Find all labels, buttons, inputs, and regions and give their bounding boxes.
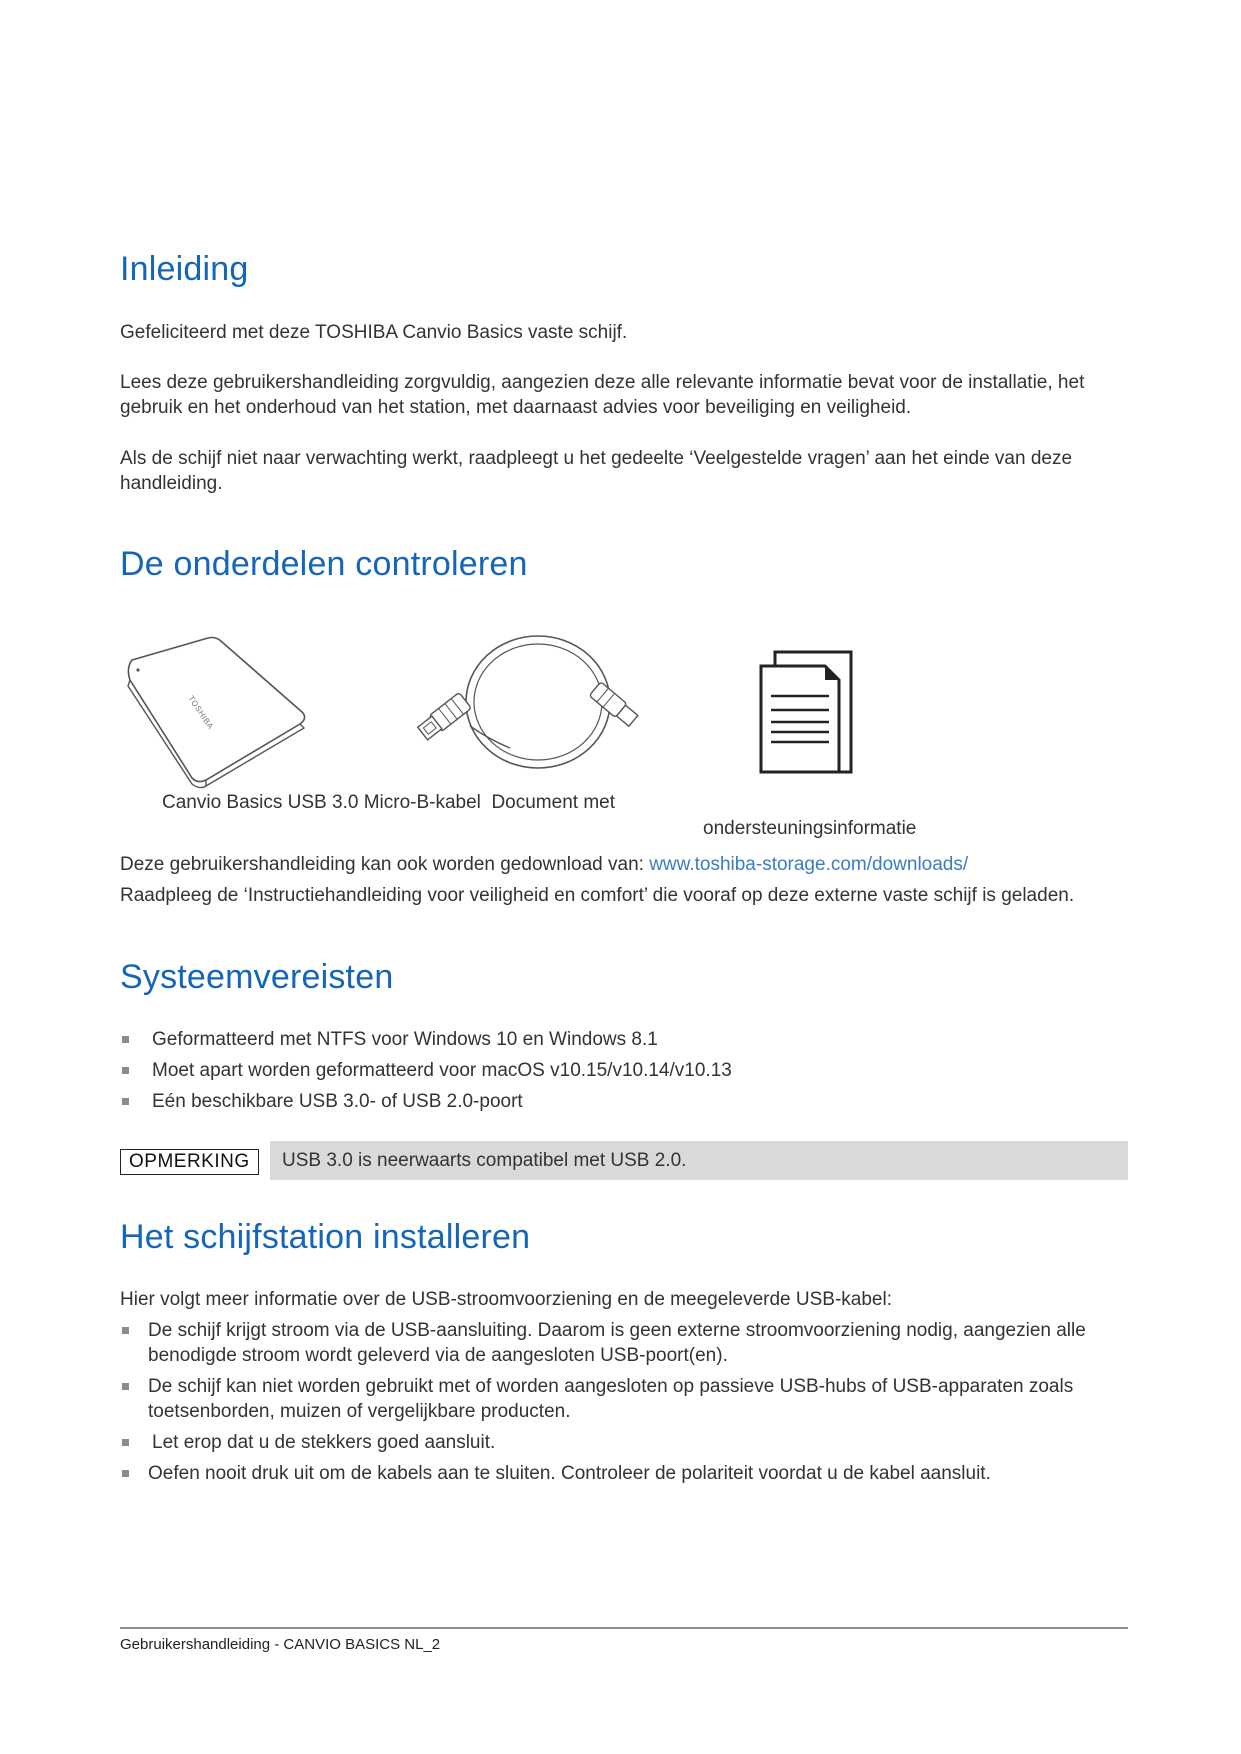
intro-paragraph-1: Gefeliciteerd met deze TOSHIBA Canvio Basics vaste schijf. <box>120 322 628 343</box>
intro-paragraph-2: Lees deze gebruikershandleiding zorgvuldig, aangezien deze alle relevante informatie bevat voor de installatie, het gebruik en het onderhoud van het station, met daarnaast advies voor beveiliging en veiligheid. <box>120 372 1085 418</box>
bullet-icon <box>122 1098 129 1105</box>
parts-heading: De onderdelen controleren <box>120 545 528 583</box>
parts-caption-line-1: Canvio Basics USB 3.0 Micro-B-kabel Document met <box>162 792 615 813</box>
requirements-heading: Systeemvereisten <box>120 958 394 996</box>
list-item: Let erop dat u de stekkers goed aansluit. <box>120 1430 1105 1455</box>
download-link[interactable]: www.toshiba-storage.com/downloads/ <box>649 854 969 875</box>
download-text: Deze gebruikershandleiding kan ook worden gedownload van: <box>120 854 650 875</box>
hard-drive-illustration <box>120 630 320 790</box>
footer-divider <box>120 1627 1128 1629</box>
intro-heading: Inleiding <box>120 250 249 288</box>
footer-text: Gebruikershandleiding - CANVIO BASICS NL_2 <box>120 1636 441 1653</box>
install-intro: Hier volgt meer informatie over de USB-stroomvoorziening en de meegeleverde USB-kabel: <box>120 1289 892 1310</box>
list-item: Oefen nooit druk uit om de kabels aan te sluiten. Controleer de polariteit voordat u de kabel aansluit. <box>120 1461 1105 1486</box>
document-illustration <box>755 648 875 778</box>
download-info <box>120 852 1120 877</box>
intro-paragraph-3: Als de schijf niet naar verwachting werkt, raadpleegt u het gedeelte ‘Veelgestelde vragen’ aan het einde van deze handleiding. <box>120 448 1073 494</box>
consult-text: Raadpleeg de ‘Instructiehandleiding voor veiligheid en comfort’ die vooraf op deze externe vaste schijf is geladen. <box>120 885 1075 906</box>
list-item: De schijf krijgt stroom via de USB-aansluiting. Daarom is geen externe stroomvoorziening nodig, aangezien alle benodigde stroom wordt geleverd via de aangesloten USB-poort(en). <box>120 1318 1105 1368</box>
list-item: De schijf kan niet worden gebruikt met of worden aangesloten op passieve USB-hubs of USB-apparaten zoals toetsenborden, muizen of vergelijkbare producten. <box>120 1374 1105 1424</box>
bullet-icon <box>122 1383 129 1390</box>
list-item: Eén beschikbare USB 3.0- of USB 2.0-poort <box>120 1089 1120 1114</box>
bullet-icon <box>122 1036 129 1043</box>
install-list <box>120 1318 1105 1486</box>
bullet-icon <box>122 1067 129 1074</box>
drive-logo-text: TOSHIBA <box>186 694 216 732</box>
list-item: Moet apart worden geformatteerd voor macOS v10.15/v10.14/v10.13 <box>120 1058 1120 1083</box>
requirements-list <box>120 1027 1120 1114</box>
usb-cable-illustration <box>400 630 660 790</box>
note-text: USB 3.0 is neerwaarts compatibel met USB 2.0. <box>270 1141 1128 1180</box>
install-heading: Het schijfstation installeren <box>120 1218 531 1256</box>
bullet-icon <box>122 1327 129 1334</box>
bullet-icon <box>122 1439 129 1446</box>
bullet-icon <box>122 1470 129 1477</box>
note-label: OPMERKING <box>120 1149 259 1175</box>
parts-caption-line-2: ondersteuningsinformatie <box>703 818 917 839</box>
list-item: Geformatteerd met NTFS voor Windows 10 en Windows 8.1 <box>120 1027 1120 1052</box>
